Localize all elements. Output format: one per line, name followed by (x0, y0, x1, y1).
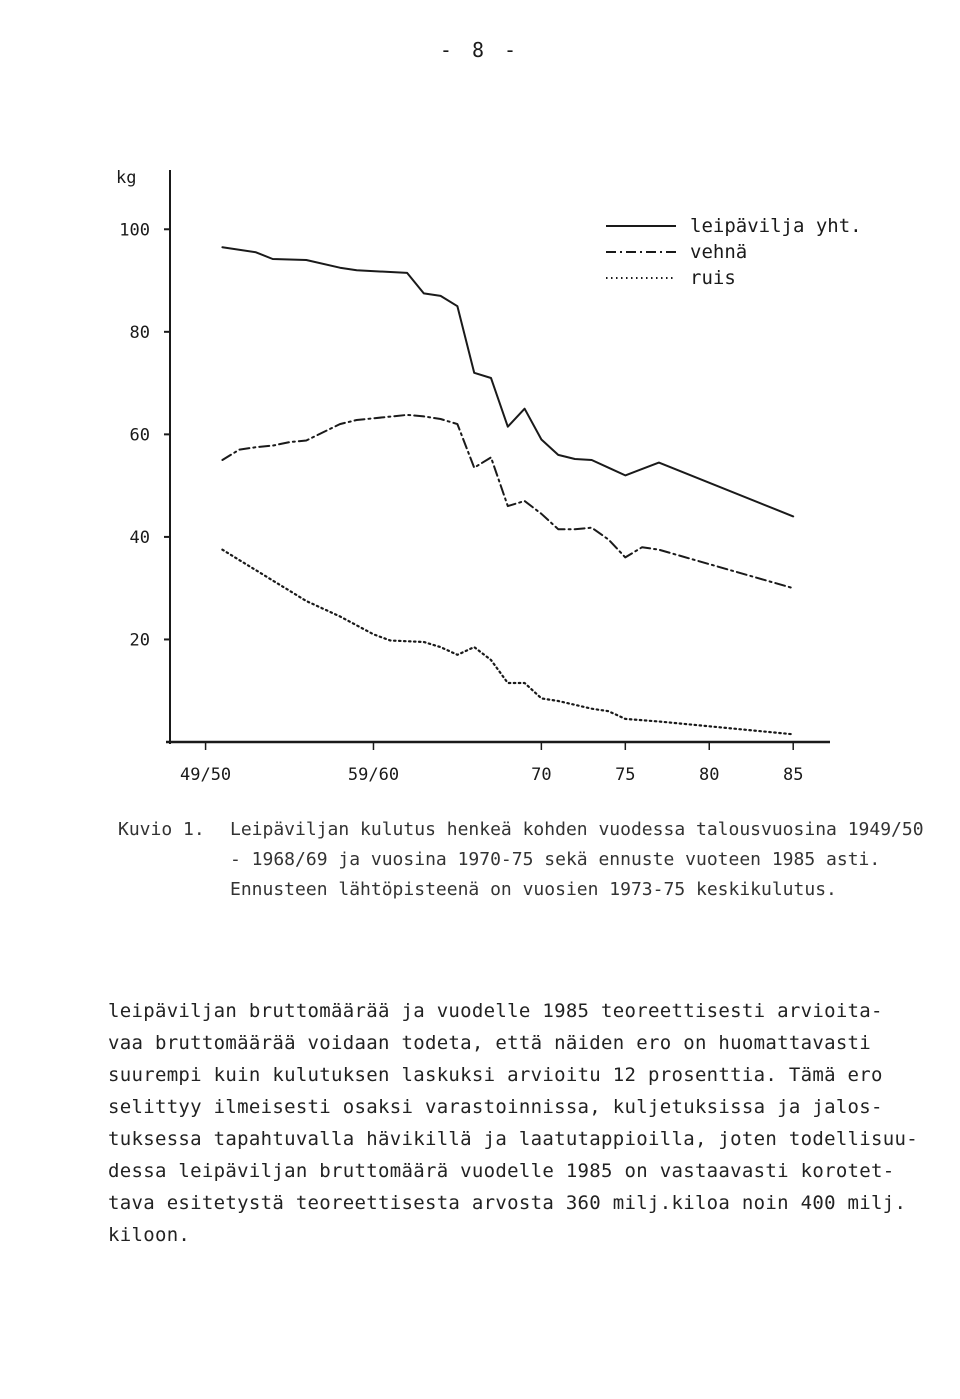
x-tick-label: 80 (699, 765, 720, 785)
chart-series (222, 247, 793, 734)
y-tick-label: 60 (129, 425, 150, 446)
legend-label: vehnä (690, 241, 748, 263)
chart-legend (606, 215, 862, 289)
y-tick-label: 100 (119, 220, 150, 241)
body-line: suurempi kuin kulutuksen laskuksi arvioitu 12 prosenttia. Tämä ero (108, 1064, 883, 1086)
x-tick-label: 70 (531, 765, 552, 785)
body-line: dessa leipäviljan bruttomäärä vuodelle 1985 on vastaavasti korotet- (108, 1160, 895, 1182)
y-tick-label: 80 (129, 322, 150, 343)
caption-label: Kuvio 1. (118, 819, 205, 840)
legend-label: ruis (690, 267, 736, 289)
body-line: vaa bruttomäärää voidaan todeta, että näiden ero on huomattavasti (108, 1032, 872, 1054)
x-tick-label: 59/60 (347, 765, 400, 785)
figure-caption (118, 815, 938, 905)
body-line: selittyy ilmeisesti osaksi varastoinnissa, kuljetuksissa ja jalos- (108, 1096, 883, 1118)
body-line: kiloon. (108, 1224, 191, 1246)
x-tick-label: 85 (782, 765, 804, 785)
y-tick-label: 20 (129, 630, 150, 651)
body-line: leipäviljan bruttomäärää ja vuodelle 1985 teoreettisesti arvioita- (108, 1000, 883, 1022)
x-tick-label: 49/50 (179, 765, 232, 785)
series-line (222, 415, 793, 588)
x-tick-label: 75 (615, 765, 636, 785)
legend-label: leipävilja yht. (690, 215, 862, 237)
body-paragraph (108, 995, 948, 1251)
page-number: - 8 - (439, 38, 521, 62)
body-line: tava esitetystä teoreettisesta arvosta 360 milj.kiloa noin 400 milj. (108, 1192, 907, 1214)
y-tick-label: 40 (129, 527, 150, 548)
body-line: tuksessa tapahtuvalla hävikillä ja laatutappioilla, joten todellisuu- (108, 1128, 918, 1150)
y-axis-label: kg (116, 168, 137, 188)
series-line (222, 550, 793, 735)
caption-text: Leipäviljan kulutus henkeä kohden vuodessa talousvuosina 1949/50 - 1968/69 ja vuosina 1970-75 sekä ennuste vuoteen 1985 asti. Ennusteen lähtöpisteenä on vuosien 1973-75 keskikulutus. (230, 819, 924, 900)
